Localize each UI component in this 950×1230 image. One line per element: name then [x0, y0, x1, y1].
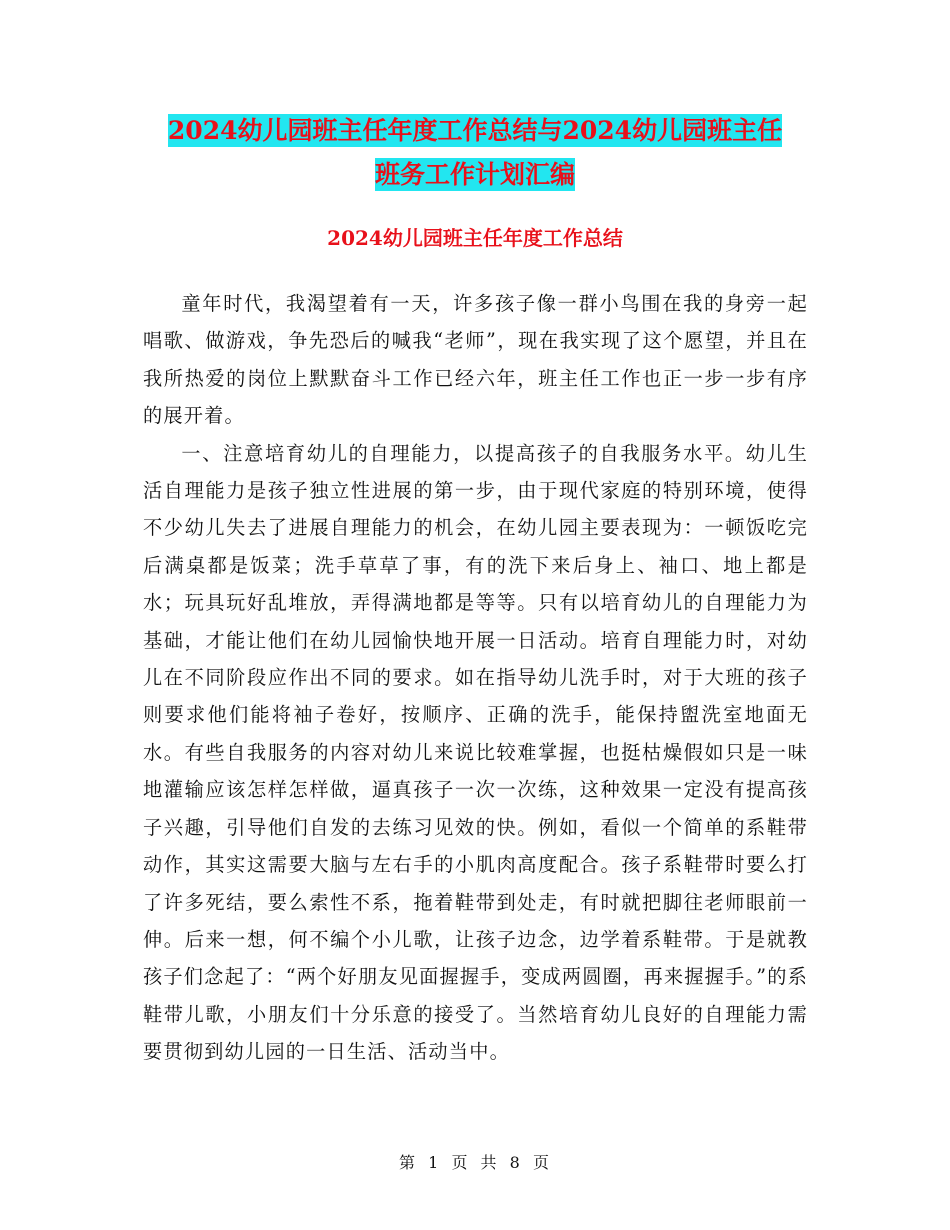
footer-total-unit: 页: [532, 1153, 551, 1172]
footer-total-prefix: 共: [480, 1153, 499, 1172]
title-highlight-1: 2024幼儿园班主任年度工作总结与2024幼儿园班主任: [167, 116, 783, 145]
section-heading: 2024幼儿园班主任年度工作总结: [327, 226, 623, 250]
paragraph-intro: 童年时代，我渴望着有一天，许多孩子像一群小鸟围在我的身旁一起唱歌、做游戏，争先恐后的喊我“老师”，现在我实现了这个愿望，并且在我所热爱的岗位上默默奋斗工作已经六年，班主任工作也正一步一步有序的展开着。: [143, 292, 808, 428]
footer-total-pages: 8: [509, 1153, 522, 1172]
footer-page-number: 1: [428, 1153, 441, 1172]
body-text: [143, 285, 808, 1071]
document-title-line-1: [0, 109, 950, 153]
footer-page-unit: 页: [451, 1153, 470, 1172]
paragraph-self-care: 一、注意培育幼儿的自理能力，以提高孩子的自我服务水平。幼儿生活自理能力是孩子独立性进展的第一步，由于现代家庭的特别环境，使得不少幼儿失去了进展自理能力的机会，在幼儿园主要表现为：一顿饭吃完后满桌都是饭菜；洗手草草了事，有的洗下来后身上、袖口、地上都是水；玩具玩好乱堆放，弄得满地都是等等。只有以培育幼儿的自理能力为基础，才能让他们在幼儿园愉快地开展一日活动。培育自理能力时，对幼儿在不同阶段应作出不同的要求。如在指导幼儿洗手时，对于大班的孩子则要求他们能将袖子卷好，按顺序、正确的洗手，能保持盥洗室地面无水。有些自我服务的内容对幼儿来说比较难掌握，也挺枯燥假如只是一味地灌输应该怎样怎样做，逼真孩子一次一次练，这种效果一定没有提高孩子兴趣，引导他们自发的去练习见效的快。例如，看似一个简单的系鞋带动作，其实这需要大脑与左右手的小肌肉高度配合。孩子系鞋带时要么打了许多死结，要么索性不系，拖着鞋带到处走，有时就把脚往老师眼前一伸。后来一想，何不编个小儿歌，让孩子边念，边学着系鞋带。于是就教孩子们念起了：“两个好朋友见面握握手，变成两圆圈，再来握握手。”的系鞋带儿歌，小朋友们十分乐意的接受了。当然培育幼儿良好的自理能力需要贯彻到幼儿园的一日生活、活动当中。: [143, 441, 808, 1064]
document-title-line-2: [0, 153, 950, 197]
title-highlight-2: 班务工作计划汇编: [374, 160, 575, 189]
footer-prefix: 第: [399, 1153, 418, 1172]
page-footer: [0, 1150, 950, 1176]
